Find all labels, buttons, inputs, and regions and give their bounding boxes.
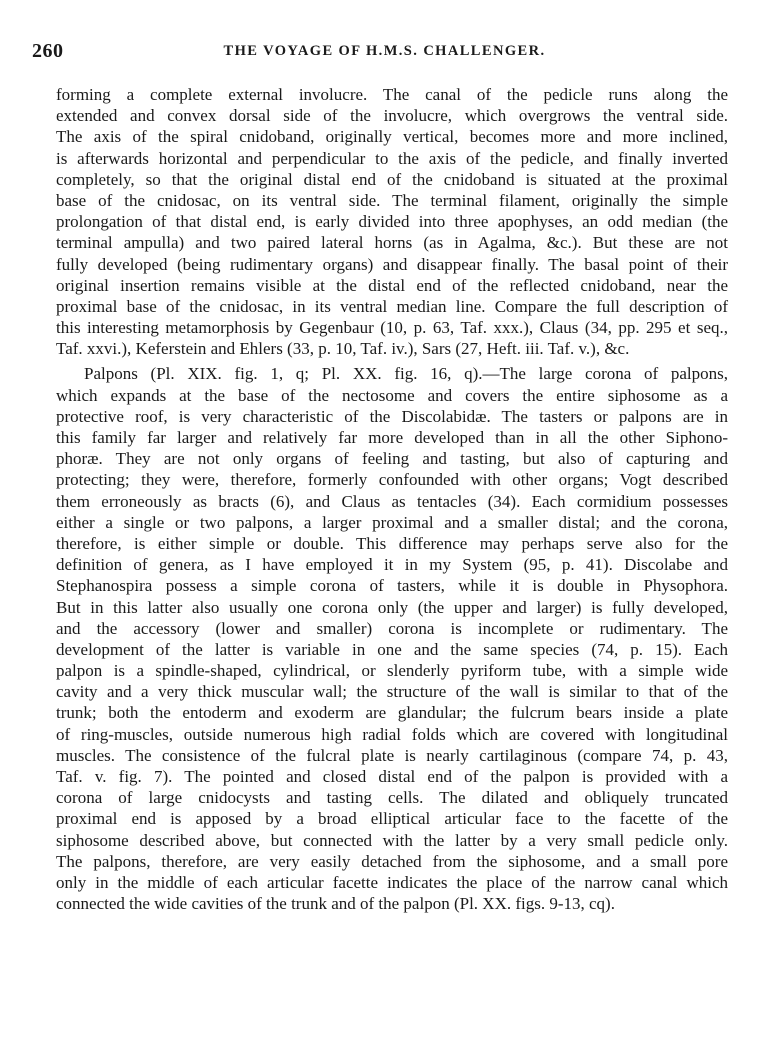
paragraph-involucre xyxy=(56,84,728,359)
text-line: Palpons (Pl. XIX. fig. 1, q; Pl. XX. fig. 16, q).—The large corona of palpons, xyxy=(84,364,728,384)
text-line: siphosome described above, but connected with the latter by a very small pedicle only. xyxy=(56,830,728,850)
text-line: trunk; both the entoderm and exoderm are glandular; the fulcrum bears inside a plate xyxy=(56,703,728,723)
text-line: therefore, is either simple or double. This difference may perhaps serve also for the xyxy=(56,533,728,553)
page-number: 260 xyxy=(32,40,64,62)
text-line: completely, so that the original distal end of the cnidoband is situated at the proximal xyxy=(56,169,728,189)
text-line: Taf. v. fig. 7). The pointed and closed distal end of the palpon is provided with a xyxy=(56,767,728,786)
text-line: cavity and a very thick muscular wall; the structure of the wall is similar to that of the xyxy=(56,682,728,702)
text-line: forming a complete external involucre. The canal of the pedicle runs along the xyxy=(56,85,728,104)
text-line: The axis of the spiral cnidoband, originally vertical, becomes more and more inclined, xyxy=(56,127,728,147)
text-line: Taf. xxvi.), Keferstein and Ehlers (33, p. 10, Taf. iv.), Sars (27, Heft. iii. Taf. v.), &c. xyxy=(56,339,630,359)
text-line: muscles. The consistence of the fulcral plate is nearly cartilaginous (compare 74, p. 43, xyxy=(56,745,728,765)
text-line: and the accessory (lower and smaller) corona is incomplete or rudimentary. The xyxy=(56,618,728,638)
text-line: phoræ. They are not only organs of feeling and tasting, but also of capturing and xyxy=(56,449,728,469)
text-line: proximal end is apposed by a broad elliptical articular face to the facette of the xyxy=(56,809,728,829)
text-line: connected the wide cavities of the trunk and of the palpon (Pl. XX. figs. 9-13, cq). xyxy=(56,894,615,914)
paragraph-palpons xyxy=(56,363,728,914)
text-line: base of the cnidosac, on its ventral side. The terminal filament, originally the simple xyxy=(56,190,728,210)
page-header xyxy=(32,40,737,68)
text-line: definition of genera, as I have employed it in my System (95, p. 41). Discolabe and xyxy=(56,555,728,575)
text-line: protecting; they were, therefore, formerly confounded with other organs; Vogt described xyxy=(56,470,728,490)
text-line: fully developed (being rudimentary organs) and disappear finally. The basal point of their xyxy=(56,254,728,274)
text-line: original insertion remains visible at the distal end of the reflected cnidoband, near the xyxy=(56,275,728,295)
text-line: this family far larger and relatively far more developed than in all the other Siphono- xyxy=(56,428,728,447)
running-title: THE VOYAGE OF H.M.S. CHALLENGER. xyxy=(223,43,546,59)
text-line: prolongation of that distal end, is early divided into three apophyses, an odd median (the xyxy=(56,212,728,232)
body-text xyxy=(56,84,728,914)
text-line: development of the latter is variable in one and the same species (74, p. 15). Each xyxy=(56,639,728,659)
text-line: palpon is a spindle-shaped, cylindrical, or slenderly pyriform tube, with a simple wide xyxy=(56,661,728,681)
text-line: Stephanospira possess a simple corona of tasters, while it is double in Physophora. xyxy=(56,576,728,596)
text-line: is afterwards horizontal and perpendicular to the axis of the pedicle, and finally inverted xyxy=(56,148,728,168)
text-line: of ring-muscles, outside numerous high radial folds which are covered with longitudinal xyxy=(56,724,728,744)
text-line: either a single or two palpons, a larger proximal and a smaller distal; and the corona, xyxy=(56,512,728,532)
text-line: only in the middle of each articular facette indicates the place of the narrow canal which xyxy=(56,872,728,892)
text-line: corona of large cnidocysts and tasting cells. The dilated and obliquely truncated xyxy=(56,788,728,808)
text-line: them erroneously as bracts (6), and Claus as tentacles (34). Each cormidium possesses xyxy=(56,491,728,511)
text-line: terminal ampulla) and two paired lateral horns (as in Agalma, &c.). But these are not xyxy=(56,233,728,253)
text-line: this interesting metamorphosis by Gegenbaur (10, p. 63, Taf. xxx.), Claus (34, pp. 295 et seq., xyxy=(56,318,728,338)
text-line: which expands at the base of the nectosome and covers the entire siphosome as a xyxy=(56,385,728,405)
text-line: extended and convex dorsal side of the involucre, which overgrows the ventral side. xyxy=(56,106,728,126)
text-line: proximal base of the cnidosac, in its ventral median line. Compare the full description of xyxy=(56,296,728,316)
text-line: But in this latter also usually one corona only (the upper and larger) is fully developed, xyxy=(56,597,728,617)
text-line: The palpons, therefore, are very easily detached from the siphosome, and a small pore xyxy=(56,851,728,871)
text-line: protective roof, is very characteristic of the Discolabidæ. The tasters or palpons are in xyxy=(56,406,728,426)
